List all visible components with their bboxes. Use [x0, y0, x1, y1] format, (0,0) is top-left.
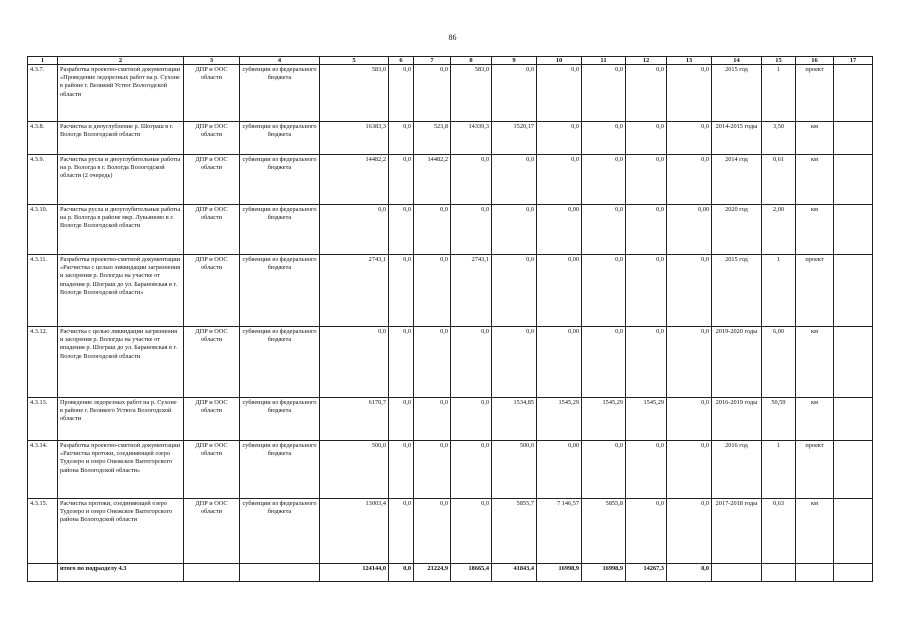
table-cell: 0,0: [414, 441, 451, 499]
table-cell: 0,0: [582, 255, 626, 327]
table-cell: 4.3.10.: [28, 205, 58, 255]
table-cell: 523,8: [414, 122, 451, 155]
table-cell: 0,0: [389, 499, 414, 564]
table-cell: 4.3.14.: [28, 441, 58, 499]
column-header: 13: [667, 57, 712, 65]
table-cell: км: [796, 205, 834, 255]
table-cell: 2016 год: [712, 441, 762, 499]
table-cell: Расчистка и дноуглубление р. Шограш в г. Вологде Вологодской области: [58, 122, 184, 155]
column-header: 10: [537, 57, 582, 65]
column-header: 16: [796, 57, 834, 65]
table-cell: 14482,2: [414, 155, 451, 205]
table-cell: субвенции из федерального бюджета: [240, 441, 320, 499]
table-cell: 0,0: [414, 65, 451, 122]
table-cell: 14482,2: [320, 155, 389, 205]
table-cell: 0,0: [320, 327, 389, 398]
table-cell: 7 146,57: [537, 499, 582, 564]
table-row: [28, 122, 873, 155]
table-cell: 0,0: [582, 441, 626, 499]
table-cell: 0,0: [492, 327, 537, 398]
table-cell: 0,0: [626, 122, 667, 155]
table-cell: 0,0: [492, 155, 537, 205]
table-cell: 14339,3: [451, 122, 492, 155]
table-cell: субвенции из федерального бюджета: [240, 255, 320, 327]
table-cell: 0,0: [667, 255, 712, 327]
table-cell: [184, 564, 240, 582]
table-cell: 4.3.8.: [28, 122, 58, 155]
table-cell: Разработка проектно-сметной документации «Расчистка с целью ликвидации загрязнения и засорения р. Вологды на участке от впадения р. Шограш до ул. Барановская в г. Вологде Вологодской области»: [58, 255, 184, 327]
table-cell: 0,0: [537, 65, 582, 122]
table-cell: 2017-2018 годы: [712, 499, 762, 564]
total-row: [28, 564, 873, 582]
table-cell: Разработка проектно-сметной документации «Расчистка протоки, соединяющей озеро Тудозеро и озеро Онежское Вытегорского района Вологодской области»: [58, 441, 184, 499]
table-cell: 50,59: [762, 398, 796, 441]
table-cell: 0,0: [667, 441, 712, 499]
column-header: 6: [389, 57, 414, 65]
table-cell: ДПР и ООС области: [184, 499, 240, 564]
table-cell: 5855,7: [492, 499, 537, 564]
table-cell: [834, 398, 873, 441]
table-cell: субвенции из федерального бюджета: [240, 65, 320, 122]
table-cell: 0,61: [762, 155, 796, 205]
table-cell: 0,00: [537, 327, 582, 398]
table-cell: 500,0: [320, 441, 389, 499]
table-cell: Расчистка с целью ликвидации загрязнения и засорения р. Вологды на участке от впадения р. Шограш до ул. Барановская в г. Вологде Вологодской области: [58, 327, 184, 398]
table-cell: ДПР и ООС области: [184, 441, 240, 499]
table-cell: 2015 год: [712, 65, 762, 122]
table-cell: 3,50: [762, 122, 796, 155]
table-cell: [834, 155, 873, 205]
table-cell: 0,0: [320, 205, 389, 255]
table-cell: [834, 499, 873, 564]
table-cell: ДПР и ООС области: [184, 155, 240, 205]
table-cell: Разработка проектно-сметной документации «Проведение ледорезных работ на р. Сухоне в районе г. Великий Устюг Вологодской области: [58, 65, 184, 122]
page-number: 86: [448, 33, 457, 42]
table-cell: 1545,29: [626, 398, 667, 441]
total-cell: [712, 564, 762, 582]
table-cell: 0,0: [582, 155, 626, 205]
total-cell: [834, 564, 873, 582]
table-cell: 0,0: [537, 122, 582, 155]
table-cell: ДПР и ООС области: [184, 205, 240, 255]
table-cell: 16383,3: [320, 122, 389, 155]
table-cell: 0,0: [667, 155, 712, 205]
table-row: [28, 205, 873, 255]
table-cell: 0,0: [414, 398, 451, 441]
table-cell: 0,0: [667, 327, 712, 398]
table-cell: 0,0: [451, 499, 492, 564]
table-cell: 0,0: [389, 65, 414, 122]
table-cell: 0,00: [537, 255, 582, 327]
column-header: 12: [626, 57, 667, 65]
table-cell: 4.3.9.: [28, 155, 58, 205]
table-cell: 0,0: [582, 65, 626, 122]
table-cell: ДПР и ООС области: [184, 122, 240, 155]
column-header: 1: [28, 57, 58, 65]
table-cell: км: [796, 122, 834, 155]
table-cell: 0,0: [667, 499, 712, 564]
table-cell: [834, 255, 873, 327]
table-cell: км: [796, 499, 834, 564]
table-cell: 1534,85: [492, 398, 537, 441]
table-row: [28, 398, 873, 441]
table-cell: 2014 год: [712, 155, 762, 205]
table-cell: 5855,8: [582, 499, 626, 564]
column-header: 11: [582, 57, 626, 65]
table-cell: ДПР и ООС области: [184, 65, 240, 122]
table-cell: ДПР и ООС области: [184, 255, 240, 327]
total-cell: [796, 564, 834, 582]
table-cell: 0,0: [492, 65, 537, 122]
total-cell: 14267,3: [626, 564, 667, 582]
table-cell: [834, 327, 873, 398]
table-cell: 4.3.15.: [28, 499, 58, 564]
table-cell: 0,0: [626, 441, 667, 499]
total-cell: 41843,4: [492, 564, 537, 582]
table-cell: Расчистка русла и дноуглубительные работы на р. Вологда в г. Вологда Вологодской области (2 очередь): [58, 155, 184, 205]
table-row: [28, 441, 873, 499]
column-header: 9: [492, 57, 537, 65]
table-cell: 2743,1: [451, 255, 492, 327]
table-cell: 1545,29: [537, 398, 582, 441]
table-cell: 0,00: [667, 205, 712, 255]
table-cell: 0,0: [389, 327, 414, 398]
column-header: 15: [762, 57, 796, 65]
table-cell: км: [796, 327, 834, 398]
total-label: итого по подразделу 4.3: [58, 564, 184, 582]
table-cell: 0,0: [389, 255, 414, 327]
table-cell: [240, 564, 320, 582]
table-cell: 0,0: [582, 122, 626, 155]
table-cell: ДПР и ООС области: [184, 327, 240, 398]
table-cell: проект: [796, 255, 834, 327]
table-cell: 2,00: [762, 205, 796, 255]
table-cell: проект: [796, 65, 834, 122]
table-cell: [834, 205, 873, 255]
table-cell: 0,0: [626, 65, 667, 122]
table-cell: 0,0: [451, 205, 492, 255]
table-cell: 4.3.13.: [28, 398, 58, 441]
table-cell: [834, 65, 873, 122]
table-cell: 0,0: [667, 122, 712, 155]
table-row: [28, 65, 873, 122]
total-cell: 16998,9: [582, 564, 626, 582]
column-header: 17: [834, 57, 873, 65]
total-cell: 0,0: [389, 564, 414, 582]
table-cell: субвенции из федерального бюджета: [240, 499, 320, 564]
table-cell: 1: [762, 441, 796, 499]
table-cell: 4.3.7.: [28, 65, 58, 122]
table-cell: км: [796, 155, 834, 205]
column-header: 5: [320, 57, 389, 65]
table-row: [28, 155, 873, 205]
table-cell: [28, 564, 58, 582]
table-cell: 4.3.12.: [28, 327, 58, 398]
table-cell: км: [796, 398, 834, 441]
table-cell: 2019-2020 годы: [712, 327, 762, 398]
total-cell: 21224,9: [414, 564, 451, 582]
table-cell: 0,0: [389, 122, 414, 155]
table-cell: субвенции из федерального бюджета: [240, 122, 320, 155]
table-cell: 0,0: [492, 255, 537, 327]
table-cell: 0,0: [667, 65, 712, 122]
table-cell: 583,0: [320, 65, 389, 122]
table-cell: 0,0: [389, 441, 414, 499]
table-cell: 4.3.11.: [28, 255, 58, 327]
table-cell: 0,0: [626, 255, 667, 327]
table-cell: субвенции из федерального бюджета: [240, 398, 320, 441]
column-header: 3: [184, 57, 240, 65]
table-row: [28, 499, 873, 564]
column-header: 7: [414, 57, 451, 65]
table-cell: 500,0: [492, 441, 537, 499]
table-cell: 2020 год: [712, 205, 762, 255]
table-cell: 0,0: [451, 398, 492, 441]
table-cell: Расчистка протоки, соединяющей озеро Тудозеро и озеро Онежское Вытегорского района Вологодской области: [58, 499, 184, 564]
table-cell: субвенции из федерального бюджета: [240, 205, 320, 255]
table-cell: 0,0: [389, 398, 414, 441]
table-cell: 0,0: [492, 205, 537, 255]
table-cell: ДПР и ООС области: [184, 398, 240, 441]
table-cell: 1: [762, 65, 796, 122]
table-cell: 0,00: [537, 441, 582, 499]
table-cell: Расчистка русла и дноуглубительные работы на р. Вологда в районе мкр. Лукьяново в г. Вологде Вологодской области: [58, 205, 184, 255]
table-cell: [834, 441, 873, 499]
program-table: [27, 56, 873, 582]
column-header: 8: [451, 57, 492, 65]
table-cell: 0,0: [626, 205, 667, 255]
table-cell: [834, 122, 873, 155]
table-cell: 0,0: [414, 255, 451, 327]
column-header: 14: [712, 57, 762, 65]
table-cell: 0,0: [451, 441, 492, 499]
table-cell: 0,0: [451, 327, 492, 398]
table-row: [28, 327, 873, 398]
table-cell: 0,0: [389, 155, 414, 205]
table-cell: 583,0: [451, 65, 492, 122]
total-cell: 16998,9: [537, 564, 582, 582]
table-cell: 0,0: [414, 499, 451, 564]
table-cell: 1: [762, 255, 796, 327]
table-cell: Проведение ледорезных работ на р. Сухоне в районе г. Великого Устюга Вологодской области: [58, 398, 184, 441]
table-cell: 0,0: [389, 205, 414, 255]
table-cell: 1520,17: [492, 122, 537, 155]
total-cell: 0,0: [667, 564, 712, 582]
table-body: [28, 65, 873, 582]
table-cell: субвенции из федерального бюджета: [240, 155, 320, 205]
table-cell: субвенции из федерального бюджета: [240, 327, 320, 398]
table-cell: 2016-2019 годы: [712, 398, 762, 441]
table-cell: 1545,29: [582, 398, 626, 441]
table-cell: 0,0: [582, 327, 626, 398]
total-cell: 124144,0: [320, 564, 389, 582]
table-cell: проект: [796, 441, 834, 499]
table-cell: 0,0: [626, 155, 667, 205]
table-cell: 0,0: [582, 205, 626, 255]
table-cell: 0,0: [667, 398, 712, 441]
table-cell: 0,0: [626, 499, 667, 564]
table-cell: 13003,4: [320, 499, 389, 564]
table-row: [28, 255, 873, 327]
table-cell: 2015 год: [712, 255, 762, 327]
table-cell: 0,0: [414, 205, 451, 255]
table-cell: 0,0: [626, 327, 667, 398]
total-cell: [762, 564, 796, 582]
table-cell: 2743,1: [320, 255, 389, 327]
column-number-row: [28, 57, 873, 65]
table-cell: 6,00: [762, 327, 796, 398]
table-cell: 0,00: [537, 205, 582, 255]
table-cell: 6170,7: [320, 398, 389, 441]
table-cell: 0,63: [762, 499, 796, 564]
table-cell: 0,0: [451, 155, 492, 205]
table-cell: 0,0: [537, 155, 582, 205]
column-header: 2: [58, 57, 184, 65]
column-header: 4: [240, 57, 320, 65]
table-cell: 0,0: [414, 327, 451, 398]
total-cell: 18665,4: [451, 564, 492, 582]
table-cell: 2014-2015 годы: [712, 122, 762, 155]
